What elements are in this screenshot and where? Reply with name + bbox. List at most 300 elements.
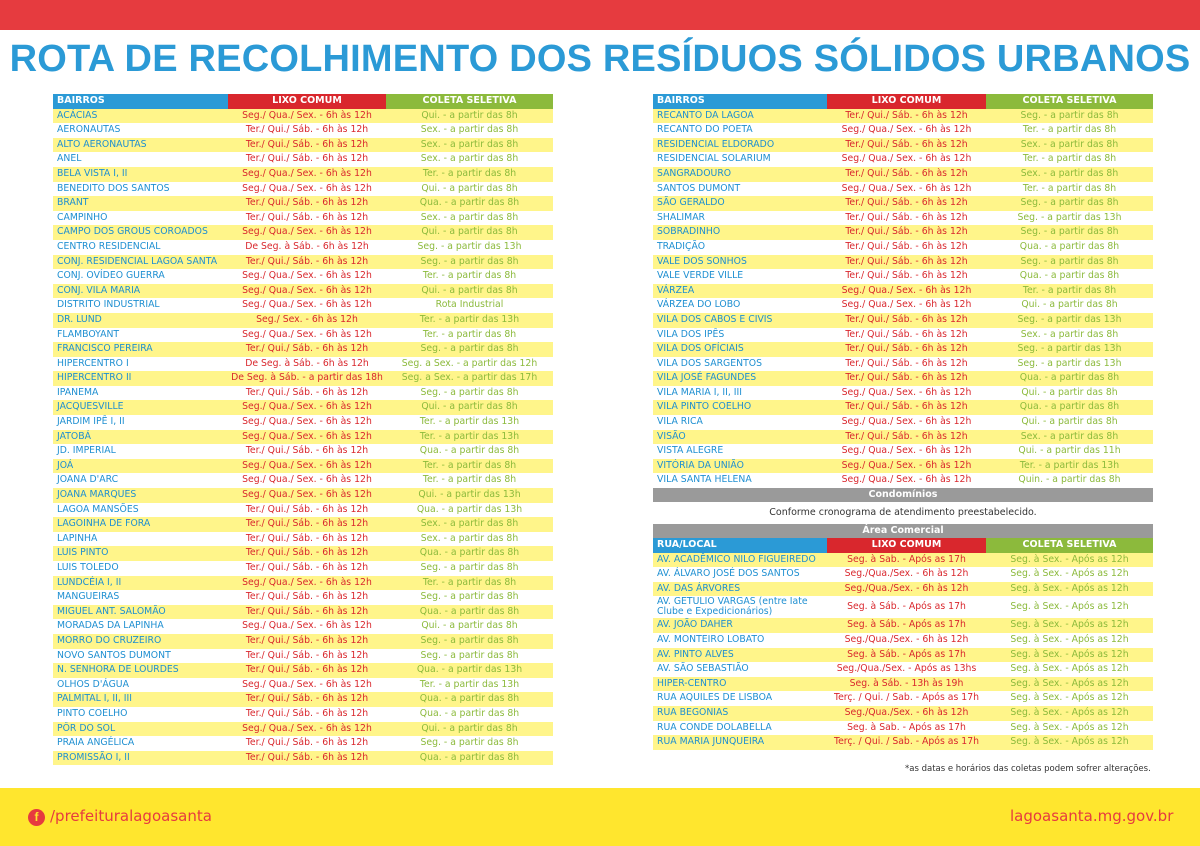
bairro-cell: BENEDITO DOS SANTOS — [53, 182, 228, 197]
coleta-seletiva-cell: Ter. - a partir das 8h — [386, 473, 553, 488]
table-row — [53, 503, 553, 518]
lixo-comum-cell: Ter./ Qui./ Sáb. - 6h às 12h — [827, 357, 986, 372]
table-row — [53, 152, 553, 167]
coleta-seletiva-cell: Qui. - a partir das 8h — [386, 400, 553, 415]
coleta-seletiva-cell: Rota Industrial — [386, 298, 553, 313]
bairro-cell: SOBRADINHO — [653, 225, 827, 240]
header-lixo-comum: LIXO COMUM — [827, 94, 986, 109]
bairro-cell: AV. GETÚLIO VARGAS (entre Iate Clube e Expedicionários) — [653, 596, 827, 618]
lixo-comum-cell: Ter./ Qui./ Sáb. - 6h às 12h — [228, 444, 386, 459]
coleta-seletiva-cell: Qua. - a partir das 8h — [386, 751, 553, 766]
lixo-comum-cell: Seg./ Qua./ Sex. - 6h às 12h — [228, 722, 386, 737]
lixo-comum-cell: Ter./ Qui./ Sáb. - 6h às 12h — [827, 255, 986, 270]
table-row — [653, 357, 1153, 372]
header-coleta-seletiva: COLETA SELETIVA — [986, 538, 1153, 553]
coleta-seletiva-cell: Qui. - a partir das 8h — [986, 298, 1153, 313]
table-row — [53, 576, 553, 591]
table-row — [53, 619, 553, 634]
table-row — [53, 240, 553, 255]
coleta-seletiva-cell: Ter. - a partir das 13h — [386, 313, 553, 328]
coleta-seletiva-cell: Ter. - a partir das 8h — [386, 167, 553, 182]
bairro-cell: VÁRZEA — [653, 284, 827, 299]
bairro-cell: PROMISSÃO I, II — [53, 751, 228, 766]
lixo-comum-cell: Seg. à Sab. - Após as 17h — [827, 721, 986, 736]
lixo-comum-cell: Seg./ Sex. - 6h às 12h — [228, 313, 386, 328]
lixo-comum-cell: Ter./ Qui./ Sáb. - 6h às 12h — [228, 692, 386, 707]
lixo-comum-cell: Ter./ Qui./ Sáb. - 6h às 12h — [228, 386, 386, 401]
condominios-note: Conforme cronograma de atendimento preestabelecido. — [769, 507, 1037, 519]
lixo-comum-cell: Seg./ Qua./ Sex. - 6h às 12h — [827, 182, 986, 197]
lixo-comum-cell: Ter./ Qui./ Sáb. - 6h às 12h — [228, 503, 386, 518]
table-row — [653, 240, 1153, 255]
coleta-seletiva-cell: Seg. à Sex. - Após as 12h — [986, 721, 1153, 736]
coleta-seletiva-cell: Ter. - a partir das 13h — [386, 415, 553, 430]
coleta-seletiva-cell: Seg. a Sex. - a partir das 17h — [386, 371, 553, 386]
bairro-cell: RECANTO DA LAGOA — [653, 109, 827, 124]
lixo-comum-cell: Seg./ Qua./ Sex. - 6h às 12h — [827, 459, 986, 474]
bairro-cell: SANGRADOURO — [653, 167, 827, 182]
lixo-comum-cell: Seg./ Qua./ Sex. - 6h às 12h — [228, 182, 386, 197]
bairro-cell: SHALIMAR — [653, 211, 827, 226]
header-lixo-comum: LIXO COMUM — [827, 538, 986, 553]
bairro-cell: LAPINHA — [53, 532, 228, 547]
coleta-seletiva-cell: Qua. - a partir das 8h — [986, 400, 1153, 415]
table-row — [53, 167, 553, 182]
table-row — [53, 313, 553, 328]
table-row — [53, 342, 553, 357]
left-schedule-table — [53, 94, 553, 765]
lixo-comum-cell: Seg./ Qua./ Sex. - 6h às 12h — [827, 152, 986, 167]
lixo-comum-cell: Seg./ Qua./ Sex. - 6h às 12h — [827, 386, 986, 401]
table-row — [653, 582, 1153, 597]
table-row — [53, 123, 553, 138]
coleta-seletiva-cell: Seg. - a partir das 8h — [386, 386, 553, 401]
table-row — [653, 473, 1153, 488]
bairro-cell: N. SENHORA DE LOURDES — [53, 663, 228, 678]
lixo-comum-cell: Ter./ Qui./ Sáb. - 6h às 12h — [827, 371, 986, 386]
bairro-cell: VILA DOS SARGENTOS — [653, 357, 827, 372]
table-row — [53, 109, 553, 124]
bairro-cell: ACÁCIAS — [53, 109, 228, 124]
table-row — [53, 517, 553, 532]
table-row — [53, 328, 553, 343]
table-row — [653, 342, 1153, 357]
lixo-comum-cell: Ter./ Qui./ Sáb. - 6h às 12h — [228, 605, 386, 620]
bairro-cell: VÁRZEA DO LOBO — [653, 298, 827, 313]
coleta-seletiva-cell: Seg. - a partir das 8h — [386, 736, 553, 751]
coleta-seletiva-cell: Seg. - a partir das 13h — [986, 211, 1153, 226]
lixo-comum-cell: Seg./ Qua./ Sex. - 6h às 12h — [228, 473, 386, 488]
lixo-comum-cell: Ter./ Qui./ Sáb. - 6h às 12h — [827, 400, 986, 415]
table-row — [53, 692, 553, 707]
table-row — [53, 678, 553, 693]
area-comercial-heading: Área Comercial — [653, 524, 1153, 538]
header-bairros: BAIRROS — [653, 94, 827, 109]
table-row — [53, 371, 553, 386]
bairro-cell: HIPERCENTRO I — [53, 357, 228, 372]
table-row — [53, 444, 553, 459]
table-row — [653, 459, 1153, 474]
bairro-cell: PÔR DO SOL — [53, 722, 228, 737]
bairro-cell: RUA CONDE DOLABELLA — [653, 721, 827, 736]
coleta-seletiva-cell: Qua. - a partir das 13h — [386, 503, 553, 518]
lixo-comum-cell: Seg./ Qua./ Sex. - 6h às 12h — [228, 284, 386, 299]
bairro-cell: PINTO COELHO — [53, 707, 228, 722]
coleta-seletiva-cell: Qua. - a partir das 8h — [986, 269, 1153, 284]
coleta-seletiva-cell: Ter. - a partir das 13h — [386, 678, 553, 693]
lixo-comum-cell: Seg. à Sáb. - 13h às 19h — [827, 677, 986, 692]
bairro-cell: JOANA MARQUES — [53, 488, 228, 503]
table-row — [653, 648, 1153, 663]
lixo-comum-cell: Seg. à Sáb. - Após as 17h — [827, 596, 986, 618]
lixo-comum-cell: Ter./ Qui./ Sáb. - 6h às 12h — [228, 196, 386, 211]
coleta-seletiva-cell: Seg. a Sex. - a partir das 12h — [386, 357, 553, 372]
header-bairros: BAIRROS — [53, 94, 228, 109]
coleta-seletiva-cell: Seg. - a partir das 8h — [386, 342, 553, 357]
bairro-cell: VILA RICA — [653, 415, 827, 430]
bairro-cell: VILA MARIA I, II, III — [653, 386, 827, 401]
lixo-comum-cell: Ter./ Qui./ Sáb. - 6h às 12h — [228, 736, 386, 751]
lixo-comum-cell: Seg./ Qua./ Sex. - 6h às 12h — [827, 444, 986, 459]
coleta-seletiva-cell: Seg. à Sex. - Após as 12h — [986, 633, 1153, 648]
header-lixo-comum: LIXO COMUM — [228, 94, 386, 109]
coleta-seletiva-cell: Qui. - a partir das 8h — [386, 722, 553, 737]
bairro-cell: JOÁ — [53, 459, 228, 474]
bairro-cell: SANTOS DUMONT — [653, 182, 827, 197]
coleta-seletiva-cell: Qui. - a partir das 11h — [986, 444, 1153, 459]
table-header — [653, 94, 1153, 109]
table-row — [53, 488, 553, 503]
coleta-seletiva-cell: Seg. - a partir das 13h — [986, 313, 1153, 328]
header-coleta-seletiva: COLETA SELETIVA — [986, 94, 1153, 109]
lixo-comum-cell: Ter./ Qui./ Sáb. - 6h às 12h — [827, 430, 986, 445]
bairro-cell: MORRO DO CRUZEIRO — [53, 634, 228, 649]
coleta-seletiva-cell: Seg. - a partir das 8h — [986, 109, 1153, 124]
right-schedule-table — [653, 94, 1153, 750]
lixo-comum-cell: Seg./ Qua./ Sex. - 6h às 12h — [228, 415, 386, 430]
coleta-seletiva-cell: Ter. - a partir das 8h — [386, 328, 553, 343]
bairro-cell: CONJ. RESIDENCIAL LAGOA SANTA — [53, 255, 228, 270]
top-red-band — [0, 0, 1200, 30]
bairro-cell: AERONAUTAS — [53, 123, 228, 138]
table-row — [653, 553, 1153, 568]
lixo-comum-cell: Ter./ Qui./ Sáb. - 6h às 12h — [827, 313, 986, 328]
table-row — [653, 444, 1153, 459]
bairro-cell: AV. PINTO ALVES — [653, 648, 827, 663]
bairro-cell: AV. ÁLVARO JOSÉ DOS SANTOS — [653, 567, 827, 582]
coleta-seletiva-cell: Ter. - a partir das 8h — [386, 576, 553, 591]
bairro-cell: DISTRITO INDUSTRIAL — [53, 298, 228, 313]
lixo-comum-cell: Seg./Qua./Sex. - 6h às 12h — [827, 582, 986, 597]
bairro-cell: FRANCISCO PEREIRA — [53, 342, 228, 357]
bairro-cell: VALE DOS SONHOS — [653, 255, 827, 270]
coleta-seletiva-cell: Seg. - a partir das 8h — [386, 649, 553, 664]
bairro-cell: ANEL — [53, 152, 228, 167]
bairro-cell: SÃO GERALDO — [653, 196, 827, 211]
coleta-seletiva-cell: Qua. - a partir das 8h — [986, 240, 1153, 255]
lixo-comum-cell: Seg./ Qua./ Sex. - 6h às 12h — [827, 123, 986, 138]
table-row — [53, 473, 553, 488]
lixo-comum-cell: Ter./ Qui./ Sáb. - 6h às 12h — [228, 255, 386, 270]
table-row — [653, 255, 1153, 270]
lixo-comum-cell: Seg./ Qua./ Sex. - 6h às 12h — [228, 430, 386, 445]
coleta-seletiva-cell: Seg. à Sex. - Após as 12h — [986, 677, 1153, 692]
table-row — [653, 430, 1153, 445]
bairro-cell: LAGOA MANSÕES — [53, 503, 228, 518]
lixo-comum-cell: Ter./ Qui./ Sáb. - 6h às 12h — [827, 138, 986, 153]
bairro-cell: FLAMBOYANT — [53, 328, 228, 343]
bairro-cell: LAGOINHA DE FORA — [53, 517, 228, 532]
lixo-comum-cell: Seg./ Qua./ Sex. - 6h às 12h — [228, 576, 386, 591]
lixo-comum-cell: Ter./ Qui./ Sáb. - 6h às 12h — [827, 328, 986, 343]
coleta-seletiva-cell: Ter. - a partir das 13h — [986, 459, 1153, 474]
table-row — [53, 138, 553, 153]
table-row — [53, 605, 553, 620]
bairro-cell: AV. ACADÊMICO NILO FIGUEIREDO — [653, 553, 827, 568]
table-row — [53, 561, 553, 576]
table-row — [53, 211, 553, 226]
bairro-cell: BELA VISTA I, II — [53, 167, 228, 182]
coleta-seletiva-cell: Seg. - a partir das 8h — [386, 634, 553, 649]
table-row — [653, 400, 1153, 415]
lixo-comum-cell: Seg./ Qua./ Sex. - 6h às 12h — [228, 109, 386, 124]
coleta-seletiva-cell: Sex. - a partir das 8h — [386, 152, 553, 167]
bairro-cell: ALTO AERONAUTAS — [53, 138, 228, 153]
lixo-comum-cell: Seg. à Sáb. - Após as 17h — [827, 618, 986, 633]
lixo-comum-cell: De Seg. à Sáb. - 6h às 12h — [228, 357, 386, 372]
coleta-seletiva-cell: Sex. - a partir das 8h — [386, 123, 553, 138]
lixo-comum-cell: Seg./ Qua./ Sex. - 6h às 12h — [228, 298, 386, 313]
lixo-comum-cell: Ter./ Qui./ Sáb. - 6h às 12h — [228, 532, 386, 547]
table-row — [53, 649, 553, 664]
table-row — [53, 386, 553, 401]
lixo-comum-cell: Seg./Qua./Sex. - 6h às 12h — [827, 706, 986, 721]
coleta-seletiva-cell: Ter. - a partir das 8h — [386, 269, 553, 284]
table-header — [53, 94, 553, 109]
table-row — [653, 706, 1153, 721]
table-row — [53, 430, 553, 445]
bairro-cell: OLHOS D'ÁGUA — [53, 678, 228, 693]
table-row — [653, 313, 1153, 328]
bairro-cell: CONJ. VILA MARIA — [53, 284, 228, 299]
header-rua-local: RUA/LOCAL — [653, 538, 827, 553]
bairro-cell: JARDIM IPÊ I, II — [53, 415, 228, 430]
bairro-cell: LUNDCÉIA I, II — [53, 576, 228, 591]
table-row — [653, 269, 1153, 284]
coleta-seletiva-cell: Ter. - a partir das 8h — [986, 152, 1153, 167]
table-row — [653, 328, 1153, 343]
lixo-comum-cell: Ter./ Qui./ Sáb. - 6h às 12h — [228, 590, 386, 605]
lixo-comum-cell: Terç. / Qui. / Sab. - Após as 17h — [827, 735, 986, 750]
coleta-seletiva-cell: Seg. à Sex. - Após as 12h — [986, 735, 1153, 750]
table-row — [53, 736, 553, 751]
table-row — [653, 386, 1153, 401]
bairro-cell: RUA BEGONIAS — [653, 706, 827, 721]
table-row — [53, 196, 553, 211]
lixo-comum-cell: Seg./ Qua./ Sex. - 6h às 12h — [228, 619, 386, 634]
bairro-cell: RECANTO DO POETA — [653, 123, 827, 138]
table-row — [53, 225, 553, 240]
coleta-seletiva-cell: Sex. - a partir das 8h — [986, 167, 1153, 182]
coleta-seletiva-cell: Sex. - a partir das 8h — [986, 328, 1153, 343]
table-row — [53, 400, 553, 415]
bairro-cell: DR. LUND — [53, 313, 228, 328]
coleta-seletiva-cell: Qui. - a partir das 8h — [386, 225, 553, 240]
lixo-comum-cell: Terç. / Qui. / Sab. - Após as 17h — [827, 691, 986, 706]
coleta-seletiva-cell: Ter. - a partir das 8h — [386, 459, 553, 474]
coleta-seletiva-cell: Qua. - a partir das 8h — [386, 707, 553, 722]
bairro-cell: CAMPINHO — [53, 211, 228, 226]
coleta-seletiva-cell: Seg. à Sex. - Após as 12h — [986, 618, 1153, 633]
coleta-seletiva-cell: Ter. - a partir das 8h — [986, 182, 1153, 197]
coleta-seletiva-cell: Qui. - a partir das 8h — [386, 182, 553, 197]
lixo-comum-cell: Seg./Qua./Sex. - 6h às 12h — [827, 567, 986, 582]
table-row — [653, 677, 1153, 692]
table-row — [653, 211, 1153, 226]
bairro-cell: VILA DOS IPÊS — [653, 328, 827, 343]
bairro-cell: VALE VERDE VILLE — [653, 269, 827, 284]
lixo-comum-cell: Seg./ Qua./ Sex. - 6h às 12h — [228, 225, 386, 240]
coleta-seletiva-cell: Sex. - a partir das 8h — [986, 138, 1153, 153]
social-handle[interactable]: /prefeituralagoasanta — [50, 807, 212, 825]
lixo-comum-cell: Ter./ Qui./ Sáb. - 6h às 12h — [228, 649, 386, 664]
coleta-seletiva-cell: Seg. à Sex. - Após as 12h — [986, 662, 1153, 677]
coleta-seletiva-cell: Seg. à Sex. - Após as 12h — [986, 567, 1153, 582]
bairro-cell: CENTRO RESIDENCIAL — [53, 240, 228, 255]
table-row — [653, 691, 1153, 706]
coleta-seletiva-cell: Seg. - a partir das 8h — [986, 255, 1153, 270]
bairro-cell: VITÓRIA DA UNIÃO — [653, 459, 827, 474]
page-title: ROTA DE RECOLHIMENTO DOS RESÍDUOS SÓLIDOS URBANOS — [9, 38, 1191, 80]
table-row — [53, 590, 553, 605]
table-row — [53, 751, 553, 766]
table-row — [653, 371, 1153, 386]
bairro-cell: MANGUEIRAS — [53, 590, 228, 605]
coleta-seletiva-cell: Qua. - a partir das 13h — [386, 663, 553, 678]
table-row — [653, 662, 1153, 677]
table-row — [53, 415, 553, 430]
coleta-seletiva-cell: Seg. à Sex. - Após as 12h — [986, 691, 1153, 706]
table-row — [53, 663, 553, 678]
table-row — [653, 182, 1153, 197]
lixo-comum-cell: Ter./ Qui./ Sáb. - 6h às 12h — [228, 751, 386, 766]
coleta-seletiva-cell: Sex. - a partir das 8h — [386, 532, 553, 547]
lixo-comum-cell: Seg./ Qua./ Sex. - 6h às 12h — [228, 167, 386, 182]
bairro-cell: IPANEMA — [53, 386, 228, 401]
bairro-cell: JOANA D'ARC — [53, 473, 228, 488]
lixo-comum-cell: Seg./Qua./Sex. - 6h às 12h — [827, 633, 986, 648]
website-link[interactable]: lagoasanta.mg.gov.br — [1010, 807, 1174, 825]
table-row — [653, 109, 1153, 124]
table-row — [53, 532, 553, 547]
table-row — [53, 182, 553, 197]
lixo-comum-cell: Ter./ Qui./ Sáb. - 6h às 12h — [827, 211, 986, 226]
bairro-cell: CAMPO DOS GROUS COROADOS — [53, 225, 228, 240]
bairro-cell: LUIS PINTO — [53, 546, 228, 561]
coleta-seletiva-cell: Seg. - a partir das 8h — [386, 561, 553, 576]
coleta-seletiva-cell: Qui. - a partir das 8h — [986, 415, 1153, 430]
bairro-cell: AV. MONTEIRO LOBATO — [653, 633, 827, 648]
coleta-seletiva-cell: Seg. - a partir das 13h — [386, 240, 553, 255]
bairro-cell: RUA MARIA JUNQUEIRA — [653, 735, 827, 750]
bairro-cell: AV. SÃO SEBASTIÃO — [653, 662, 827, 677]
table-row — [653, 225, 1153, 240]
table-row — [653, 596, 1153, 618]
coleta-seletiva-cell: Seg. - a partir das 8h — [986, 196, 1153, 211]
lixo-comum-cell: Seg./ Qua./ Sex. - 6h às 12h — [827, 415, 986, 430]
lixo-comum-cell: Ter./ Qui./ Sáb. - 6h às 12h — [827, 167, 986, 182]
bairro-cell: RESIDENCIAL SOLARIUM — [653, 152, 827, 167]
coleta-seletiva-cell: Qua. - a partir das 8h — [986, 371, 1153, 386]
table-row — [53, 298, 553, 313]
bairro-cell: VILA JOSÉ FAGUNDES — [653, 371, 827, 386]
lixo-comum-cell: Ter./ Qui./ Sáb. - 6h às 12h — [228, 123, 386, 138]
bairro-cell: NOVO SANTOS DUMONT — [53, 649, 228, 664]
lixo-comum-cell: Ter./ Qui./ Sáb. - 6h às 12h — [228, 152, 386, 167]
bairro-cell: VILA DOS OFÍCIAIS — [653, 342, 827, 357]
lixo-comum-cell: Seg./ Qua./ Sex. - 6h às 12h — [228, 269, 386, 284]
bairro-cell: VISÃO — [653, 430, 827, 445]
table-row — [53, 459, 553, 474]
coleta-seletiva-cell: Seg. - a partir das 8h — [386, 255, 553, 270]
lixo-comum-cell: Ter./ Qui./ Sáb. - 6h às 12h — [228, 342, 386, 357]
lixo-comum-cell: Ter./ Qui./ Sáb. - 6h às 12h — [827, 240, 986, 255]
coleta-seletiva-cell: Ter. - a partir das 8h — [986, 123, 1153, 138]
bairro-cell: JACQUESVILLE — [53, 400, 228, 415]
table-row — [53, 707, 553, 722]
table-row — [53, 255, 553, 270]
bairro-cell: HIPERCENTRO II — [53, 371, 228, 386]
table-row — [653, 284, 1153, 299]
coleta-seletiva-cell: Qua. - a partir das 8h — [386, 692, 553, 707]
lixo-comum-cell: Ter./ Qui./ Sáb. - 6h às 12h — [228, 546, 386, 561]
bairro-cell: LUIS TOLEDO — [53, 561, 228, 576]
lixo-comum-cell: Ter./ Qui./ Sáb. - 6h às 12h — [827, 269, 986, 284]
coleta-seletiva-cell: Seg. à Sex. - Após as 12h — [986, 706, 1153, 721]
coleta-seletiva-cell: Qui. - a partir das 8h — [386, 619, 553, 634]
lixo-comum-cell: Ter./ Qui./ Sáb. - 6h às 12h — [228, 707, 386, 722]
lixo-comum-cell: De Seg. à Sáb. - a partir das 18h — [228, 371, 386, 386]
table-row — [653, 633, 1153, 648]
lixo-comum-cell: De Seg. à Sáb. - 6h às 12h — [228, 240, 386, 255]
header-coleta-seletiva: COLETA SELETIVA — [386, 94, 553, 109]
facebook-icon: f — [28, 809, 45, 826]
coleta-seletiva-cell: Qui. - a partir das 13h — [386, 488, 553, 503]
condominios-heading: Condomínios — [653, 488, 1153, 502]
bairro-cell: VILA SANTA HELENA — [653, 473, 827, 488]
table-row — [653, 618, 1153, 633]
bairro-cell: VILA PINTO COELHO — [653, 400, 827, 415]
bairro-cell: JATOBÁ — [53, 430, 228, 445]
coleta-seletiva-cell: Sex. - a partir das 8h — [386, 138, 553, 153]
footnote: *as datas e horários das coletas podem sofrer alterações. — [905, 764, 1151, 774]
lixo-comum-cell: Ter./ Qui./ Sáb. - 6h às 12h — [228, 138, 386, 153]
lixo-comum-cell: Seg./ Qua./ Sex. - 6h às 12h — [827, 284, 986, 299]
lixo-comum-cell: Ter./ Qui./ Sáb. - 6h às 12h — [827, 109, 986, 124]
bairro-cell: TRADIÇÃO — [653, 240, 827, 255]
coleta-seletiva-cell: Sex. - a partir das 8h — [986, 430, 1153, 445]
bairro-cell: JD. IMPERIAL — [53, 444, 228, 459]
bairro-cell: HIPER-CENTRO — [653, 677, 827, 692]
lixo-comum-cell: Seg./ Qua./ Sex. - 6h às 12h — [827, 473, 986, 488]
bairro-cell: AV. JOÃO DAHER — [653, 618, 827, 633]
lixo-comum-cell: Ter./ Qui./ Sáb. - 6h às 12h — [827, 342, 986, 357]
coleta-seletiva-cell: Sex. - a partir das 8h — [386, 517, 553, 532]
table-row — [653, 567, 1153, 582]
coleta-seletiva-cell: Seg. à Sex. - Após as 12h — [986, 582, 1153, 597]
lixo-comum-cell: Ter./ Qui./ Sáb. - 6h às 12h — [228, 634, 386, 649]
lixo-comum-cell: Ter./ Qui./ Sáb. - 6h às 12h — [827, 225, 986, 240]
